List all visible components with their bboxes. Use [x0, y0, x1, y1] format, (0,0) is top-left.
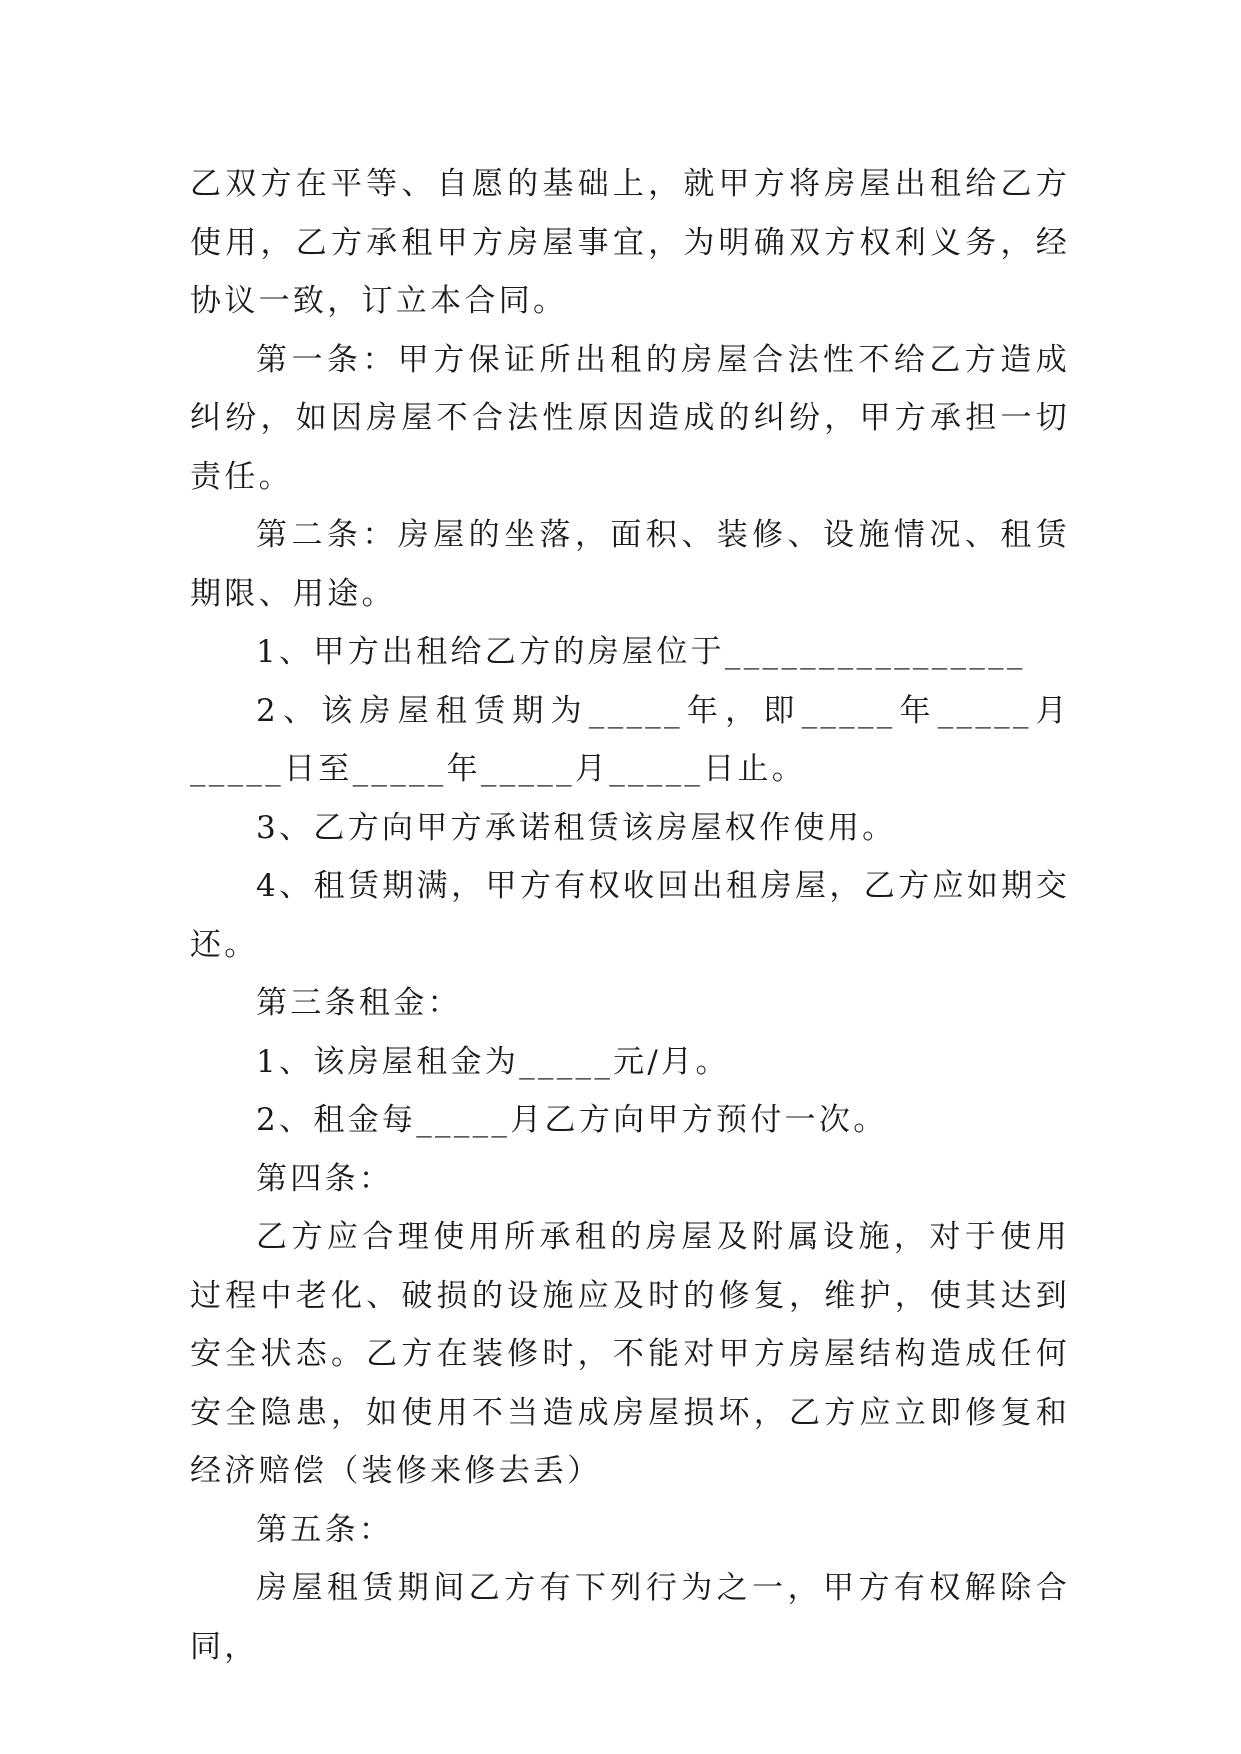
paragraph-article-3-item-2: 2、租金每_____月乙方向甲方预付一次。	[256, 1102, 888, 1138]
paragraph-article-4-body: 乙方应合理使用所承租的房屋及附属设施，对于使用过程中老化、破损的设施应及时的修复，维护，使其达到安全状态。乙方在装修时，不能对甲方房屋结构造成任何安全隐患，如使用不当造成房屋损坏，乙方应立即修复和经济赔偿（装修来修去丢）	[190, 1219, 1070, 1489]
paragraph-article-5: 第五条：	[256, 1511, 394, 1548]
paragraph-article-2: 第二条：房屋的坐落，面积、装修、设施情况、租赁期限、用途。	[190, 517, 1070, 612]
paragraph-article-1: 第一条：甲方保证所出租的房屋合法性不给乙方造成纠纷，如因房屋不合法性原因造成的纠纷，甲方承担一切责任。	[190, 341, 1070, 495]
paragraph-article-3: 第三条租金：	[256, 985, 462, 1021]
paragraph-article-4: 第四条：	[256, 1160, 394, 1197]
paragraph-article-2-item-1: 1、甲方出租给乙方的房屋位于________________	[256, 634, 1026, 670]
paragraph-article-5-body: 房屋租赁期间乙方有下列行为之一，甲方有权解除合同，	[190, 1570, 1070, 1665]
paragraph-intro: 乙双方在平等、自愿的基础上，就甲方将房屋出租给乙方使用，乙方承租甲方房屋事宜，为明确双方权利义务，经协议一致，订立本合同。	[190, 166, 1070, 319]
paragraph-article-2-item-3: 3、乙方向甲方承诺租赁该房屋权作使用。	[256, 809, 897, 846]
paragraph-article-2-item-4: 4、租赁期满，甲方有权收回出租房屋，乙方应如期交还。	[190, 868, 1070, 963]
contract-body	[190, 155, 1070, 1676]
paragraph-article-3-item-1: 1、该房屋租金为_____元/月。	[256, 1043, 730, 1080]
paragraph-article-2-item-2: 2、该房屋租赁期为_____年，即_____年_____月_____日至_____年_____月_____日止。	[190, 692, 1070, 787]
